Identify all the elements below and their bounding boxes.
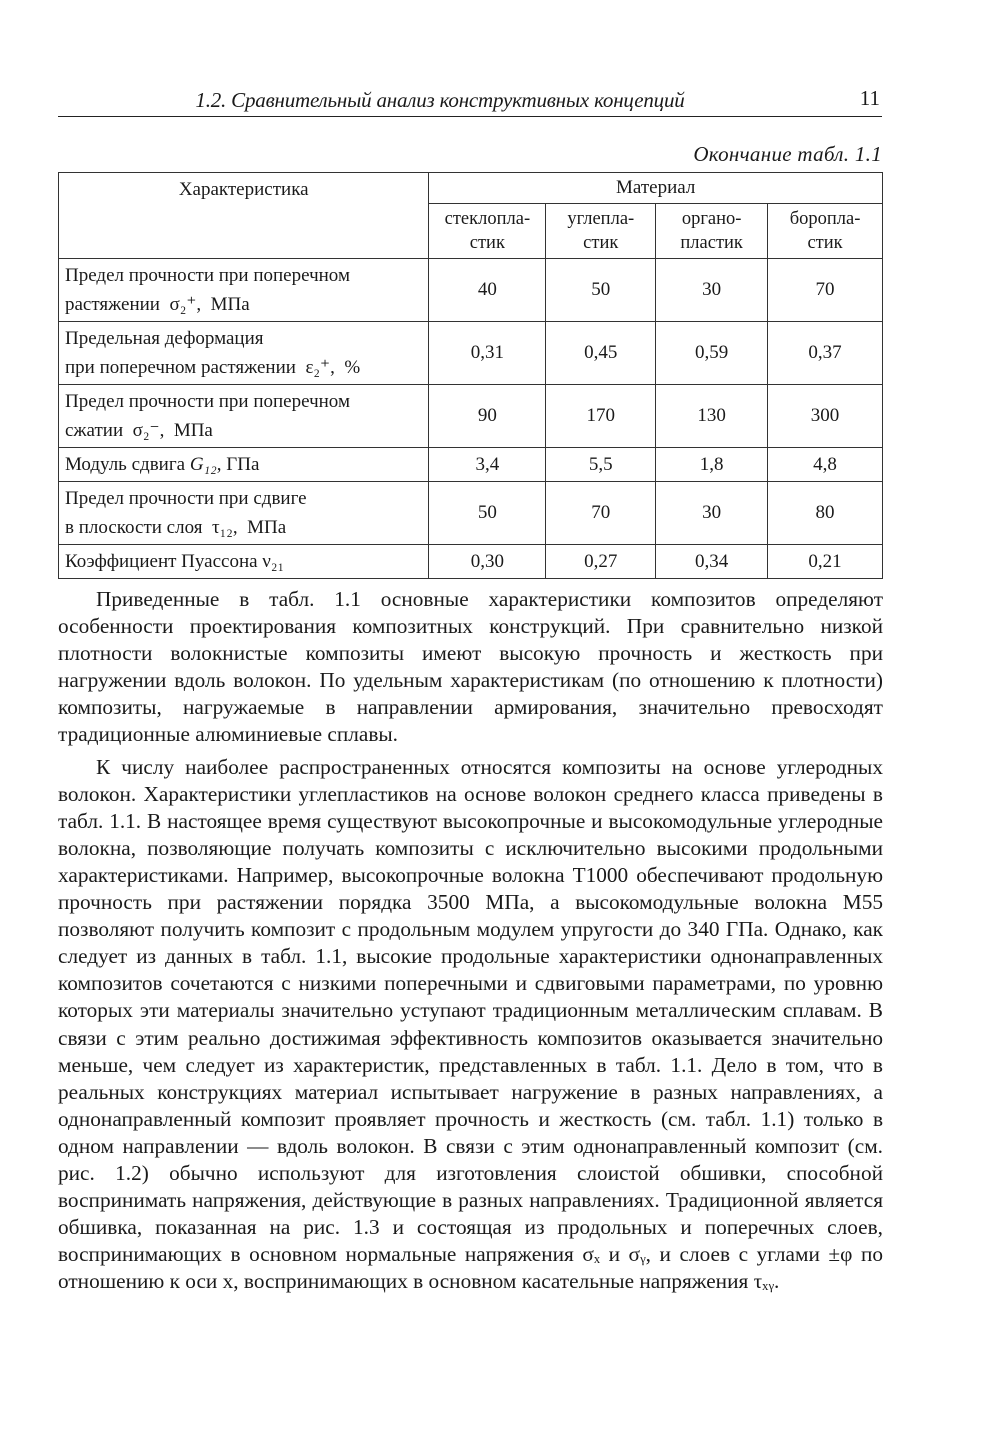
- running-title: 1.2. Сравнительный анализ конструктивных концепций: [195, 88, 685, 112]
- sigma-symbol: σ₂⁻: [132, 420, 160, 441]
- table-cell: 0,21: [768, 545, 883, 579]
- table-cell: 0,59: [656, 322, 768, 385]
- table-cell: 70: [546, 482, 656, 545]
- table-cell: 0,45: [546, 322, 656, 385]
- table-row: [59, 322, 883, 385]
- table-row: [59, 448, 883, 482]
- body-text: [58, 586, 883, 1295]
- table-row: [59, 385, 883, 448]
- row-label: Предел прочности при поперечном растяжении σ₂⁺, МПа: [59, 259, 429, 322]
- shear-modulus-symbol: G₁₂: [189, 454, 217, 475]
- table-cell: 0,34: [656, 545, 768, 579]
- table-row: [59, 259, 883, 322]
- row-label: Предел прочности при поперечном сжатии σ₂⁻, МПа: [59, 385, 429, 448]
- running-header: [58, 86, 882, 117]
- col-header-material: Материал: [429, 173, 883, 204]
- table-cell: 50: [546, 259, 656, 322]
- table-cell: 30: [656, 482, 768, 545]
- nu-symbol: ν₂₁: [262, 551, 285, 572]
- material-header: органо- пластик: [656, 204, 768, 259]
- epsilon-symbol: ε₂⁺: [305, 357, 331, 378]
- table-cell: 30: [656, 259, 768, 322]
- col-header-characteristic: Характеристика: [59, 173, 429, 259]
- row-label: Коэффициент Пуассона ν₂₁: [59, 545, 429, 579]
- table-caption: Окончание табл. 1.1: [693, 142, 882, 166]
- table-cell: 70: [768, 259, 883, 322]
- properties-table: [58, 172, 883, 579]
- material-header: углепла- стик: [546, 204, 656, 259]
- table-row: [59, 545, 883, 579]
- table-cell: 300: [768, 385, 883, 448]
- paragraph: Приведенные в табл. 1.1 основные характеристики композитов определяют особенности проектирования композитных конструкций. При сравнительно низкой плотности волокнистые композиты имеют высокую прочность и жесткость при нагружении вдоль волокон. По удельным характеристикам (по отношению к плотности) композиты, нагружаемые в направлении армирования, значительно превосходят традиционные алюминиевые сплавы.: [58, 587, 883, 747]
- table-cell: 3,4: [429, 448, 546, 482]
- table-cell: 0,27: [546, 545, 656, 579]
- table-cell: 90: [429, 385, 546, 448]
- row-label: Предельная деформация при поперечном растяжении ε₂⁺, %: [59, 322, 429, 385]
- material-header: боропла- стик: [768, 204, 883, 259]
- row-label: Модуль сдвига G₁₂, ГПа: [59, 448, 429, 482]
- tau-symbol: τ₁₂: [211, 517, 233, 538]
- table-cell: 0,37: [768, 322, 883, 385]
- table-cell: 80: [768, 482, 883, 545]
- table-cell: 0,30: [429, 545, 546, 579]
- table-cell: 170: [546, 385, 656, 448]
- table-header-row: [59, 173, 883, 204]
- table-cell: 4,8: [768, 448, 883, 482]
- paragraph: К числу наиболее распространенных относятся композиты на основе углеродных волокон. Характеристики углепластиков на основе волокон среднего класса приведены в табл. 1.1. В настоящее время существуют высокопрочные и высокомодульные углеродные волокна, позволяющие получать композиты с исключительно высокими продольными характеристиками. Например, высокопрочные волокна Т1000 обеспечивают продольную прочность при растяжении порядка 3500 МПа, а высокомодульные волокна М55 позволяют получить композит с продольным модулем упругости до 340 ГПа. Однако, как следует из данных в табл. 1.1, высокие продольные характеристики однонаправленных композитов сочетаются с низкими поперечными и сдвиговыми параметрами, по уровню которых эти материалы значительно уступают традиционным металлическим сплавам. В связи с этим реально достижимая эффективность композитов оказывается значительно меньше, чем следует из характеристик, представленных в табл. 1.1. Дело в том, что в реальных конструкциях материал испытывает нагружение в разных направлениях, а однонаправленный композит проявляет прочность и жесткость (см. табл. 1.1) только в одном направлении — вдоль волокон. В связи с этим однонаправленный композит (см. рис. 1.2) обычно используют для изготовления слоистой обшивки, способной воспринимать напряжения, действующие в разных направлениях. Традиционной является обшивка, показанная на рис. 1.3 и состоящая из продольных и поперечных слоев, воспринимающих в основном нормальные напряжения σₓ и σᵧ, и слоев с углами ±φ по отношению к оси x, воспринимающих в основном касательные напряжения τₓᵧ.: [58, 754, 883, 1294]
- row-label: Предел прочности при сдвиге в плоскости слоя τ₁₂, МПа: [59, 482, 429, 545]
- sigma-symbol: σ₂⁺: [169, 294, 197, 315]
- table-row: [59, 482, 883, 545]
- material-header: стеклопла- стик: [429, 204, 546, 259]
- page-number: 11: [859, 86, 880, 110]
- table-cell: 0,31: [429, 322, 546, 385]
- table-cell: 5,5: [546, 448, 656, 482]
- table-cell: 1,8: [656, 448, 768, 482]
- table-cell: 130: [656, 385, 768, 448]
- table-cell: 40: [429, 259, 546, 322]
- table-cell: 50: [429, 482, 546, 545]
